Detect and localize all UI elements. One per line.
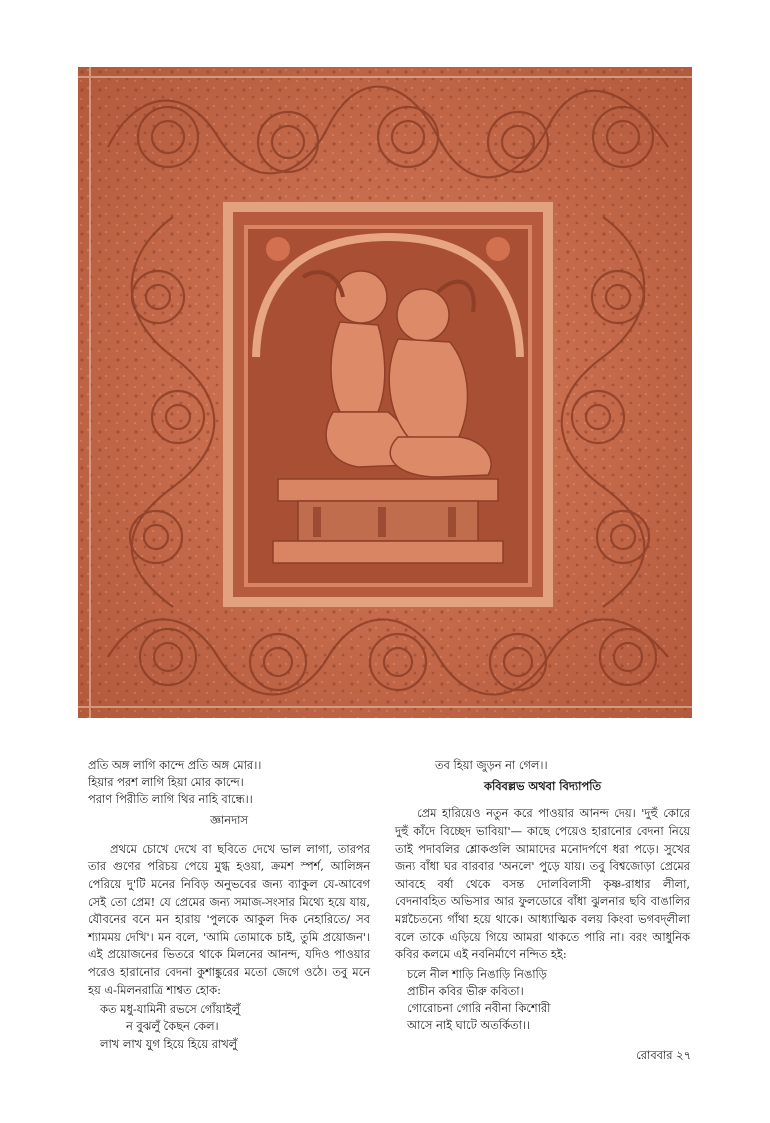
- verse-jnanadas: [88, 757, 370, 809]
- verse-line: হিয়ার পরশ লাগি হিয়া মোর কান্দে।: [88, 775, 244, 790]
- verse-line: পরাণ পিরীতি লাগি থির নাহি বান্ধে।।: [88, 792, 253, 807]
- terracotta-panel-photo: [78, 67, 692, 718]
- left-column: [88, 757, 370, 1053]
- verse-continuation: [395, 757, 690, 774]
- terracotta-relief-icon: [78, 67, 692, 718]
- verse-madhu-yamini: [100, 1001, 370, 1053]
- verse-line: ন বুঝলুঁ কৈছন কেল।: [126, 1019, 219, 1034]
- verse-line: গোরোচনা গোরি নবীনা কিশোরী: [407, 1001, 551, 1016]
- verse-author: জ্ঞানদাস: [210, 812, 248, 827]
- verse-modern-poet: [407, 966, 690, 1035]
- verse-line: প্রতি অঙ্গ লাগি কান্দে প্রতি অঙ্গ মোর।।: [88, 758, 262, 772]
- body-paragraph: প্রেম হারিয়েও নতুন করে পাওয়ার আনন্দ দেয়। 'দুহুঁ কোরে দুহুঁ কাঁদে বিচ্ছেদ ভাবিয়া'— কাছে পেয়েও হারানোর বেদনা নিয়ে তাই পদাবলির শ্লোকগুলি আমাদের মনোদর্পণে ধরা পড়ে। সুখের জন্য বাঁধা ঘর বারবার 'অনলে' পুড়ে যায়। তবু বিশ্বজোড়া প্রেমের আবহে বর্ষা থেকে বসন্ত দোলবিলাসী কৃষ্ণ-রাধার লীলা, বেদনাবহিত অভিসার আর ফুলডোরে বাঁধা ঝুলনার ছবি বাঙালির মগ্নচৈতন্যে গাঁথা হয়ে থাকে। আধ্যাত্মিক বলয় কিংবা ভগবদ্লীলা বলে তাকে এড়িয়ে গিয়ে আমরা থাকতে পারি না। বরং আধুনিক কবির কলমে এই নবনির্মাণে নন্দিত হই:: [395, 806, 690, 962]
- right-column: [395, 757, 690, 1035]
- body-paragraph: প্রথমে চোখে দেখে বা ছবিতে দেখে ভাল লাগা, তারপর তার গুণের পরিচয় পেয়ে মুগ্ধ হওয়া, ক্রমশ স্পর্শ, আলিঙ্গন পেরিয়ে দু'টি মনের নিবিড় অনুভবের জন্য ব্যাকুল যে-আবেগ সেই তো প্রেম! যে প্রেমের জন্য সমাজ-সংসার মিথ্যে হয়ে যায়, যৌবনের বনে মন হারায় 'পুলকে আকুল দিক নেহারিতে/ সব শ্যামময় দেখি'। মন বলে, 'আমি তোমাকে চাই, তুমি প্রয়োজন'। এই প্রয়োজনের ভিতরে থাকে মিলনের আনন্দ, যদিও পাওয়ার পরেও হারানোর বেদনা কুশাঙ্কুরের মতো জেগে ওঠে। তবু মনে হয় এ-মিলনরাত্রি শাশ্বত হোক:: [88, 841, 370, 997]
- verse-line: আসে নাই ঘাটে অতর্কিতা।।: [407, 1018, 531, 1033]
- verse-line: প্রাচীন কবির ভীরু কবিতা।: [407, 983, 524, 998]
- verse-line: লাখ লাখ যুগ হিয়ে হিয়ে রাখলুঁ: [100, 1036, 238, 1051]
- page-folio: রোববার ২৭: [636, 1048, 691, 1062]
- verse-line: চলে নীল শাড়ি নিঙাড়ি নিঙাড়ি: [407, 966, 547, 981]
- verse-line: তব হিয়া জুড়ন না গেল।।: [435, 758, 548, 772]
- verse-line: কত মধু-যামিনী রভসে গোঁয়াইলুঁ: [100, 1002, 241, 1017]
- verse-author: কবিবল্লভ অথবা বিদ্যাপতি: [483, 779, 602, 794]
